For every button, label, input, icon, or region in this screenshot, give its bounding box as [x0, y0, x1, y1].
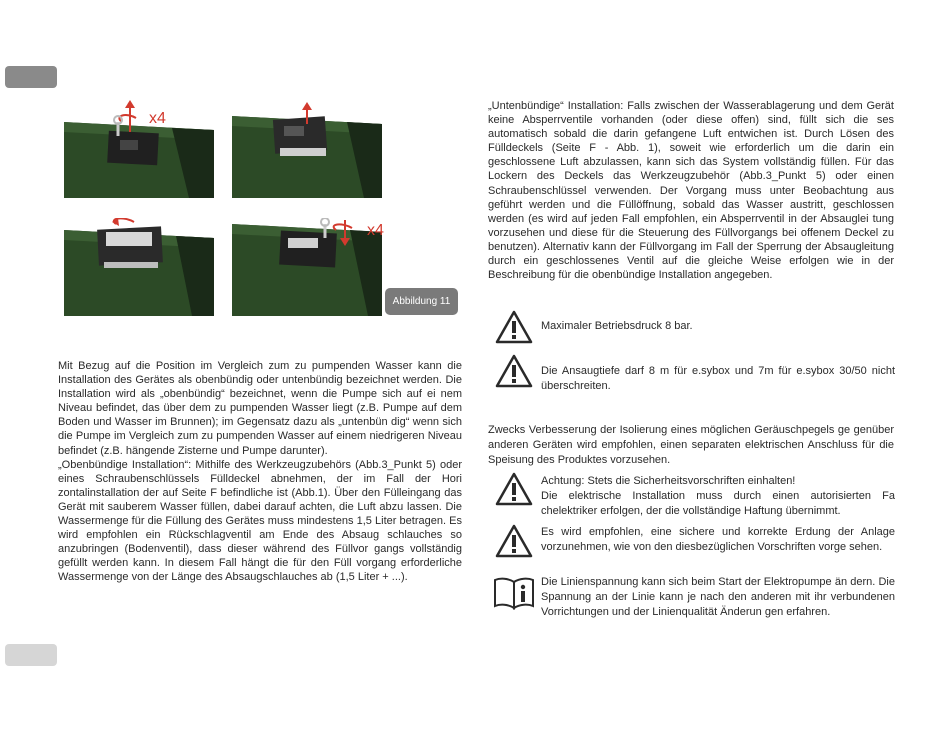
warning-triangle-icon	[495, 354, 533, 388]
warning-triangle-icon	[495, 524, 533, 558]
paragraph-untenbuendig-text: „Untenbündige“ Installation: Falls zwischen der Wasserablagerung und dem Gerät keine Absperrventile vorhanden (oder diese offen) sind, füllt sich die ses automatisch sobald die darin gefangene Luft entwichen ist. Durch Lösen des Fülldeckels (Seite F - Abb. 1), soweit wie erforderlich um die darin ein geschlossene Luft abzulassen, kann sich das System vollständig füllen. Für das Lockern des Deckels das Werkzeugzubehör (Abb.3_Punkt 5) oder einen Schraubenschlüssel verwenden. Der Vorgang muss unter Beobachtung aus geführt werden und die Füllöffnung, sobald das Wasser austritt, geschlossen werden (es wird auf jeden Fall empfohlen, ein Absperrventil in der Absauglei tung vorzusehen und diese für die Steuerung des Füllvorgangs bei offenem Deckel zu benutzen). Alternativ kann der Füllvorgang im Fall der Sperrung der Absaugleitung durch ein geschlossenes Ventil auf die gleiche Weise erfolgen wie in der Beschreibung für die obenbündige Installation angegeben.	[488, 100, 894, 282]
figure-photo-bottom-left	[64, 218, 214, 316]
warning-safety-line2: Die elektrische Installation muss durch einen autorisierten Fa chelektriker erfolgen, der die vollständige Haftung übernimmt.	[541, 490, 895, 517]
warning-suction-depth: Die Ansaugtiefe darf 8 m für e.sybox und 7m für e.sybox 30/50 nicht überschreiten.	[541, 365, 895, 392]
note-line-voltage: Die Linienspannung kann sich beim Start der Elektropumpe än dern. Die Spannung an der Linie kann je nach den anderen mit ihr verbundenen Vorrichtungen und der Linienqualität Änderun gen erfahren.	[541, 576, 895, 618]
page-tab-top	[5, 66, 57, 88]
left-column-text	[58, 359, 462, 585]
manual-info-icon	[492, 576, 536, 610]
figure-photo-top-right	[232, 100, 382, 198]
warning-safety	[541, 474, 895, 519]
page-tab-bottom	[5, 644, 57, 666]
paragraph-untenbuendig	[488, 99, 894, 282]
figure-mark-x4-bottom: x4	[367, 222, 384, 239]
warning-grounding: Es wird empfohlen, eine sichere und korrekte Erdung der Anlage vorzunehmen, wie von den diesbezüglichen Vorschriften vorge sehen.	[541, 526, 895, 553]
warning-max-pressure: Maximaler Betriebsdruck 8 bar.	[541, 320, 693, 332]
figure-photo-bottom-right	[232, 218, 382, 316]
figure-caption: Abbildung 11	[385, 288, 458, 315]
warning-safety-line1: Achtung: Stets die Sicherheitsvorschriften einhalten!	[541, 475, 796, 487]
figure-photo-top-left	[64, 100, 214, 198]
figure-mark-x4-top: x4	[149, 110, 166, 127]
paragraph-isolation	[488, 423, 894, 468]
warning-triangle-icon	[495, 310, 533, 344]
warning-triangle-icon	[495, 472, 533, 506]
paragraph-obenbuendig: „Obenbündige Installation“: Mithilfe des Werkzeugzubehörs (Abb.3_Punkt 5) oder eines Schraubenschlüssels Fülldeckel abnehmen, der im Fall der Hori zontalinstallation der auf Seite F befindliche ist (Abb.1). Über den Fülleingang das Gerät mit sauberem Wasser füllen, dabei darauf achten, die Luft abzu lassen. Die Wassermenge für die Füllung des Gerätes muss mindestens 1,5 Liter betragen. Es wird empfohlen ein Rückschlagventil am Ende des Absaug schlauches so anzubringen (Bodenventil), dass dieser während des Füllvor gangs vollständig gefüllt werden kann. In diesem Fall hängt die für den Füll vorgang erforderliche Wassermenge von der Länge des Absaugschlauches ab (1,5 Liter + ...).	[58, 458, 462, 584]
paragraph-isolation-text: Zwecks Verbesserung der Isolierung eines möglichen Geräuschpegels ge genüber anderen Geräten wird empfohlen, einen separaten elektrischen Anschluss für die Speisung des Produktes vorzusehen.	[488, 424, 894, 466]
paragraph-installation-types: Mit Bezug auf die Position im Vergleich zum zu pumpenden Wasser kann die Installation des Gerätes als obenbündig oder untenbündig bezeichnet werden. Die Installation wird als „obenbündig“ bezeichnet, wenn die Pumpe sich auf ei nem Niveau befindet, das über dem zu pumpenden Wasser liegt (z.B. Pumpe auf dem Boden und Wasser im Brunnen); im Gegensatz dazu als „untenbün dig“ wenn sich die Pumpe im Vergleich zum zu pumpenden Wasser auf einem niedrigeren Niveau befindet (z.B. hängende Zisterne und Pumpe darunter).	[58, 360, 462, 457]
